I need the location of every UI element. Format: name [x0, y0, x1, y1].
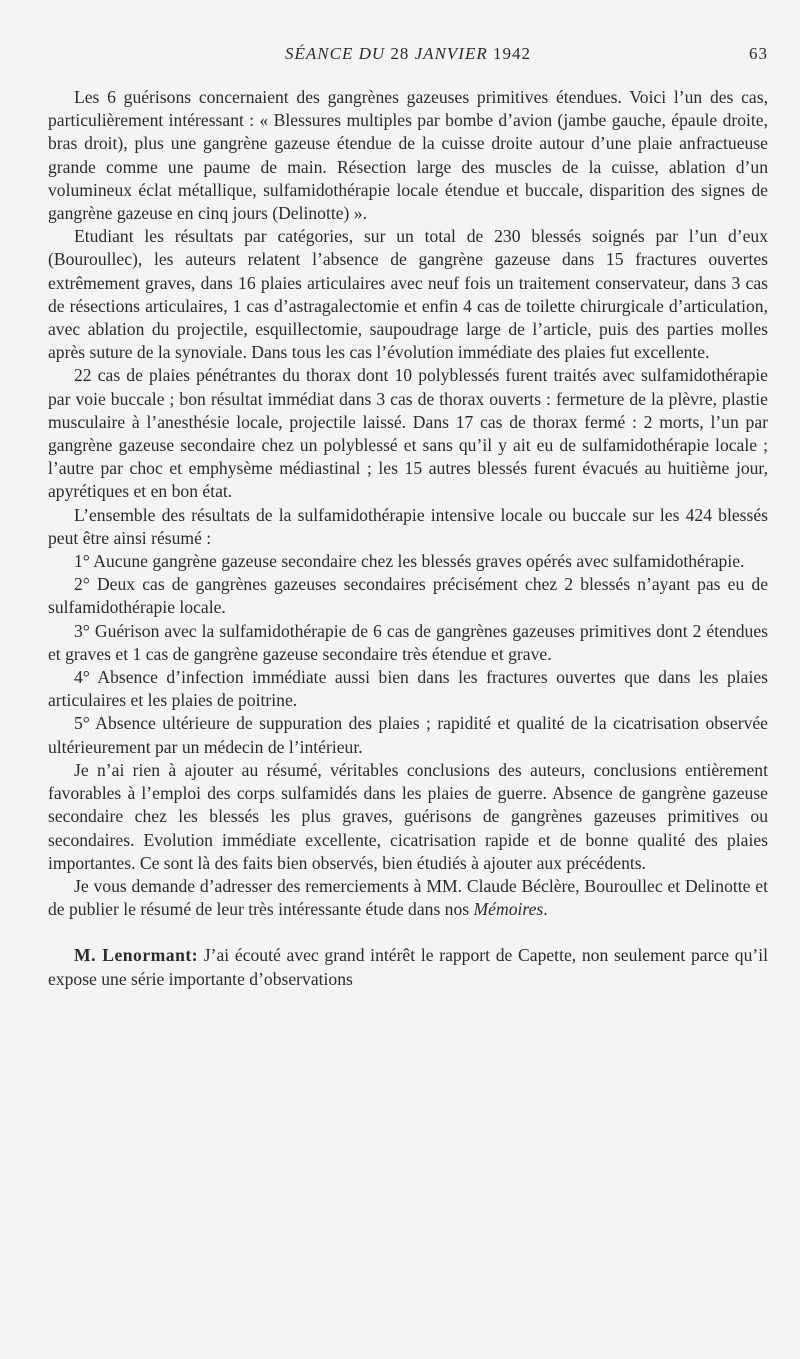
list-item: 3° Guérison avec la sulfamidothérapie de 6 cas de gangrènes gazeuses primitives dont 2 étendues et graves et 1 cas de gangrène gazeuse secondaire très étendue et grave. [48, 620, 768, 664]
list-item: 2° Deux cas de gangrènes gazeuses secondaires précisément chez 2 blessés n’ayant pas eu de sulfamidothérapie locale. [48, 574, 768, 618]
page-number: 63 [749, 44, 768, 63]
paragraph: L’ensemble des résultats de la sulfamidothérapie intensive locale ou buccale sur les 424 blessés peut être ainsi résumé : [48, 504, 768, 548]
paragraph: Etudiant les résultats par catégories, sur un total de 230 blessés soignés par l’un d’eux (Bouroullec), les auteurs relatent l’absence de gangrène gazeuse dans 15 fractures ouvertes extrêmement graves, dans 16 plaies articulaires avec neuf fois un traitement conservateur, dans 3 cas de résections articulaires, 1 cas d’astragalectomie et enfin 4 cas de toilette chirurgicale d’articulation, avec ablation du projectile, esquillectomie, saupoudrage large de l’article, puis des parties molles après suture de la synoviale. Dans tous les cas l’évolution immédiate des plaies fut excellente. [48, 226, 768, 363]
running-header [48, 44, 768, 64]
body-text [48, 86, 768, 991]
closing-paragraph: Je vous demande d’adresser des remerciements à MM. Claude Béclère, Bouroullec et Delinotte et de publier le résumé de leur très intéressante étude dans nos Mémoires. [48, 875, 768, 920]
list-item: 5° Absence ultérieure de suppuration des plaies ; rapidité et qualité de la cicatrisation observée ultérieurement par un médecin de l’intérieur. [48, 713, 768, 757]
running-title: SÉANCE DU 28 JANVIER 1942 [285, 44, 531, 63]
intervention-paragraph: M. Lenormant: J’ai écouté avec grand intérêt le rapport de Capette, non seulement parce qu’il expose une série importante d’observations [48, 945, 768, 989]
list-item: 4° Absence d’infection immédiate aussi bien dans les fractures ouvertes que dans les plaies articulaires et les plaies de poitrine. [48, 667, 768, 711]
speaker-name: M. Lenormant: [74, 945, 199, 966]
paragraph: 22 cas de plaies pénétrantes du thorax dont 10 polyblessés furent traités avec sulfamidothérapie par voie buccale ; bon résultat immédiat dans 3 cas de thorax ouverts : fermeture de la plèvre, plastie musculaire à l’anesthésie locale, projectile laissé. Dans 17 cas de thorax fermé : 2 morts, l’un par gangrène gazeuse secondaire chez un polyblessé et sans qu’il y ait eu de sulfamidothérapie locale ; l’autre par choc et emphysème médiastinal ; les 15 autres blessés furent évacués au huitième jour, apyrétiques et en bon état. [48, 365, 768, 502]
journal-title: Mémoires [473, 899, 544, 920]
list-item: 1° Aucune gangrène gazeuse secondaire chez les blessés graves opérés avec sulfamidothérapie. [74, 551, 745, 572]
paragraph: Les 6 guérisons concernaient des gangrènes gazeuses primitives étendues. Voici l’un des cas, particulièrement intéressant : « Blessures multiples par bombe d’avion (jambe gauche, épaule droite, bras droit), plus une gangrène gazeuse étendue de la cuisse droite autour d’une plaie anfractueuse grande comme une paume de main. Résection large des muscles de la cuisse, ablation d’un volumineux éclat métallique, sulfamidothérapie locale étendue et buccale, disparition des signes de gangrène gazeuse en cinq jours (Delinotte) ». [48, 87, 768, 224]
paragraph: Je n’ai rien à ajouter au résumé, véritables conclusions des auteurs, conclusions entièrement favorables à l’emploi des corps sulfamidés dans les plaies de guerre. Absence de gangrène gazeuse secondaire chez les blessés les plus graves, guérisons de gangrènes gazeuses primitives ou secondaires. Evolution immédiate excellente, cicatrisation rapide et de bonne qualité des plaies importantes. Ce sont là des faits bien observés, bien étudiés à ajouter aux précédents. [48, 759, 768, 873]
